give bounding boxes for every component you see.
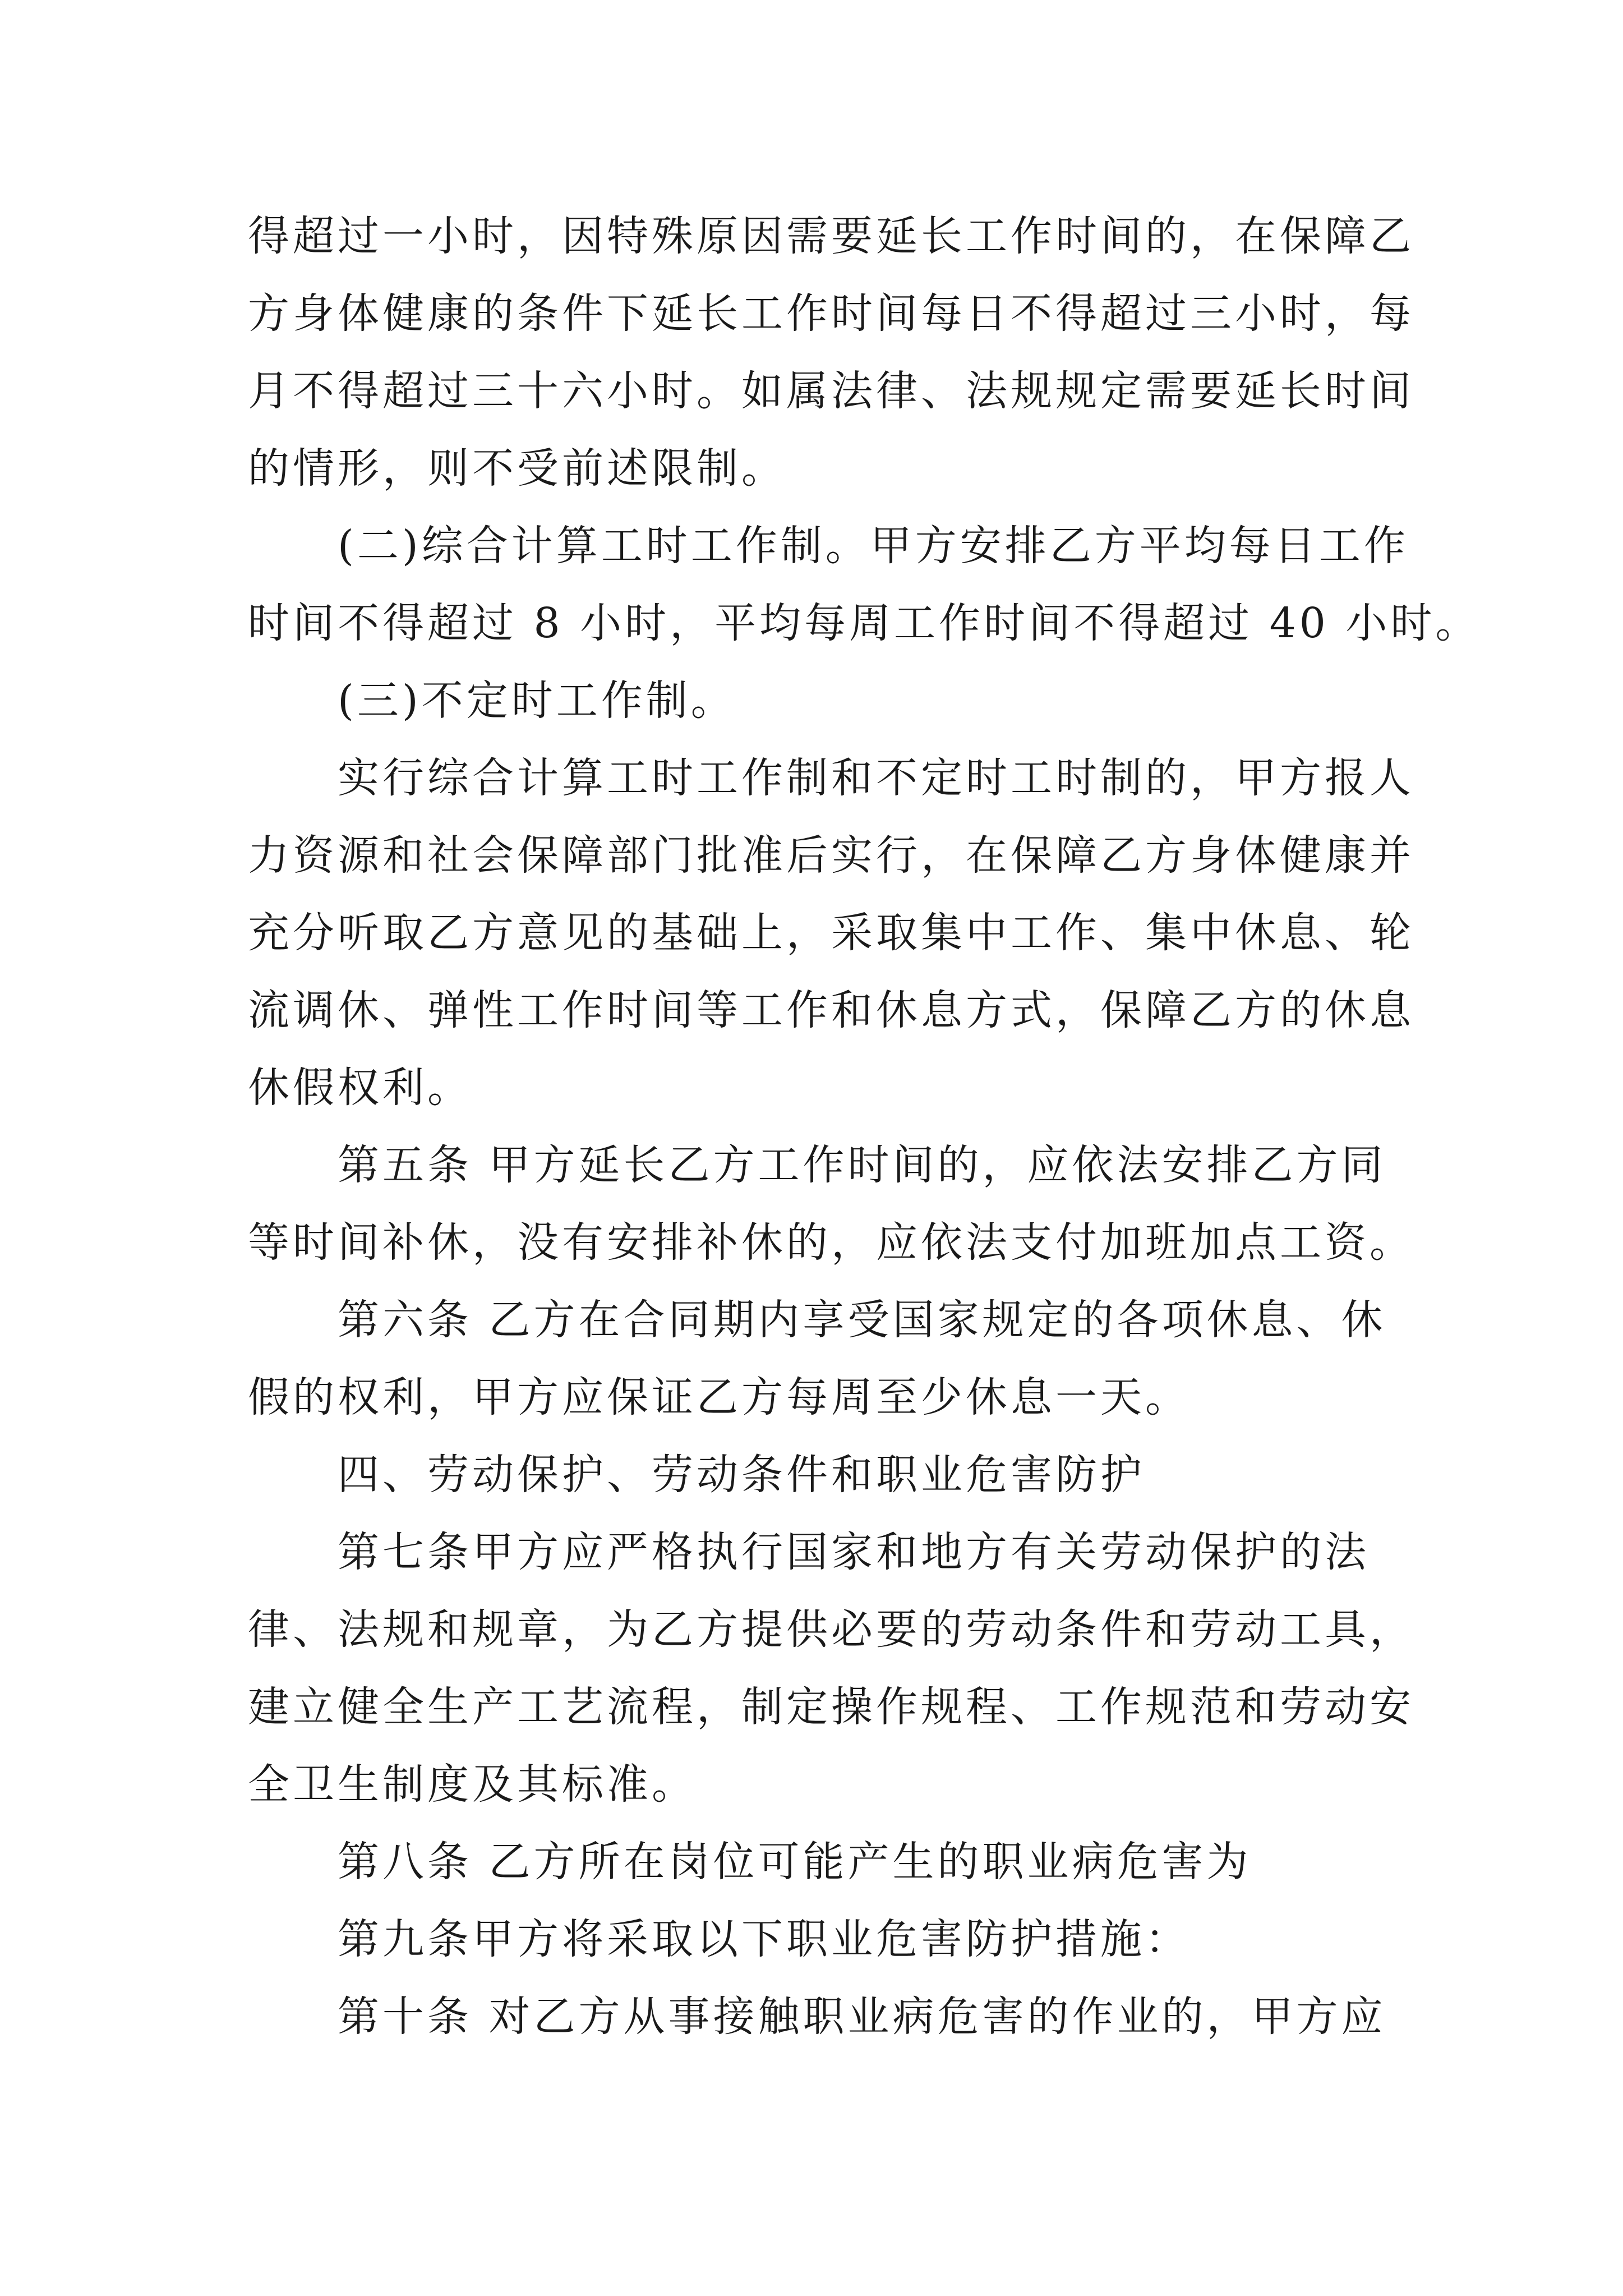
text-line: 实行综合计算工时工作制和不定时工时制的，甲方报人 (338, 754, 1414, 802)
text-line: 全卫生制度及其标准。 (248, 1760, 697, 1809)
text-line: 的情形，则不受前述限制。 (248, 444, 786, 493)
text-line: 充分听取乙方意见的基础上，采取集中工作、集中休息、轮 (248, 909, 1414, 957)
text-line: (二)综合计算工时工作制。甲方安排乙方平均每日工作 (338, 522, 1409, 570)
text-line: 第九条甲方将采取以下职业危害防护措施： (338, 1915, 1190, 1963)
text-line: 休假权利。 (248, 1064, 472, 1112)
text-line: 第十条 对乙方从事接触职业病危害的作业的，甲方应 (338, 1993, 1386, 2041)
text-line: 得超过一小时，因特殊原因需要延长工作时间的，在保障乙 (248, 212, 1414, 260)
text-line: 第六条 乙方在合同期内享受国家规定的各项休息、休 (338, 1296, 1386, 1344)
text-line: 等时间补休，没有安排补休的，应依法支付加班加点工资。 (248, 1218, 1414, 1267)
text-line: 律、法规和规章，为乙方提供必要的劳动条件和劳动工具， (248, 1605, 1414, 1654)
text-line: 第七条甲方应严格执行国家和地方有关劳动保护的法 (338, 1528, 1370, 1576)
text-line: 方身体健康的条件下延长工作时间每日不得超过三小时，每 (248, 289, 1414, 338)
text-line: 建立健全生产工艺流程，制定操作规程、工作规范和劳动安 (248, 1683, 1414, 1731)
document-body (248, 197, 1481, 2055)
section-heading: 四、劳动保护、劳动条件和职业危害防护 (338, 1451, 1145, 1499)
text-line: (三)不定时工作制。 (338, 677, 736, 725)
text-line: 第五条 甲方延长乙方工作时间的，应依法安排乙方同 (338, 1141, 1386, 1189)
text-line: 月不得超过三十六小时。如属法律、法规规定需要延长时间 (248, 367, 1414, 415)
text-line: 流调休、弹性工作时间等工作和休息方式，保障乙方的休息 (248, 986, 1414, 1034)
text-line: 假的权利，甲方应保证乙方每周至少休息一天。 (248, 1373, 1190, 1421)
text-line: 第八条 乙方所在岗位可能产生的职业病危害为 (338, 1838, 1252, 1886)
text-line: 时间不得超过 8 小时，平均每周工作时间不得超过 40 小时。 (248, 599, 1481, 647)
text-line: 力资源和社会保障部门批准后实行，在保障乙方身体健康并 (248, 831, 1414, 880)
